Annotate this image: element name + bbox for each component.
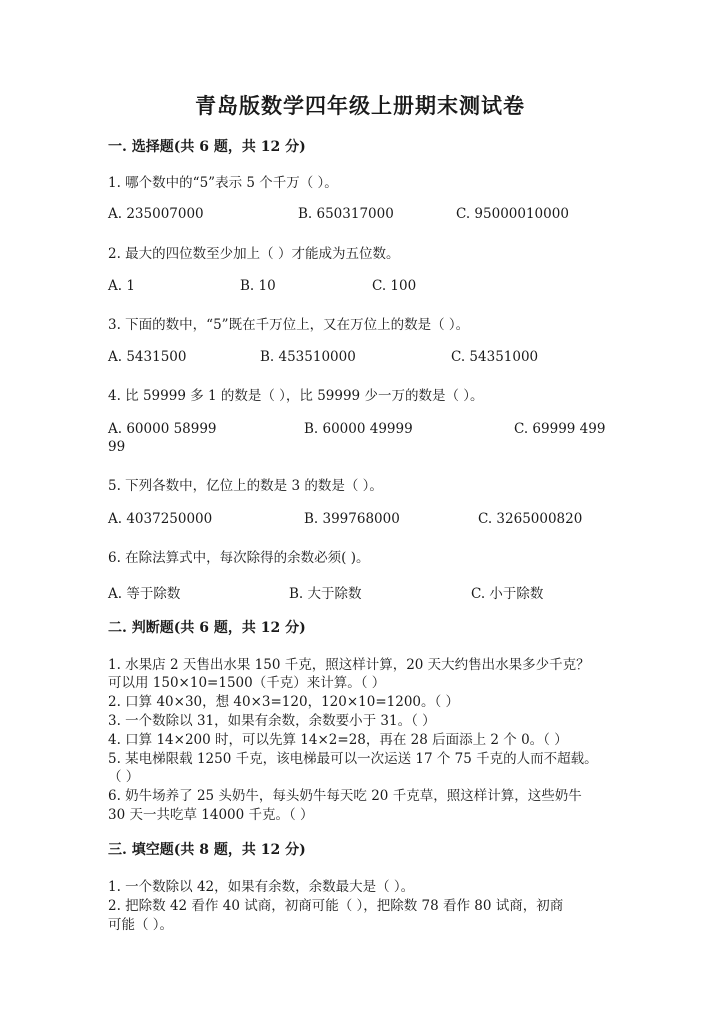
fill-in-line: 2. 把除数 42 看作 40 试商，初商可能（ ），把除数 78 看作 80 试商，初商: [108, 898, 564, 914]
option-b: B. 453510000: [260, 349, 356, 365]
section-heading-choice: 一. 选择题(共 6 题，共 12 分): [108, 139, 306, 155]
question-text: 6. 在除法算式中，每次除得的余数必须( )。: [108, 550, 370, 566]
section-heading-fill-in: 三. 填空题(共 8 题，共 12 分): [108, 842, 306, 858]
statement-line: 可以用 150×10=1500（千克）来计算。（ ）: [108, 675, 386, 691]
fill-in-line: 可能（ ）。: [108, 917, 174, 933]
option-c: C. 100: [372, 278, 417, 294]
question-text: 2. 最大的四位数至少加上（ ）才能成为五位数。: [108, 246, 400, 262]
option-b: B. 大于除数: [289, 586, 362, 602]
option-a: A. 等于除数: [108, 586, 181, 602]
option-a: A. 1: [108, 278, 135, 294]
option-c: C. 小于除数: [471, 586, 544, 602]
statement-line: 6. 奶牛场养了 25 头奶牛，每头奶牛每天吃 20 千克草，照这样计算，这些奶牛: [108, 788, 582, 804]
option-c: C. 95000010000: [456, 206, 569, 222]
option-c: C. 3265000820: [478, 511, 583, 527]
statement-line: 2. 口算 40×30，想 40×3=120，120×10=1200。（ ）: [108, 694, 460, 710]
option-c: C. 69999 499: [514, 421, 606, 437]
option-a: A. 5431500: [108, 349, 187, 365]
statement-line: 1. 水果店 2 天售出水果 150 千克，照这样计算，20 天大约售出水果多少千克？: [108, 657, 590, 673]
question-text: 3. 下面的数中，“5”既在千万位上，又在万位上的数是（ ）。: [108, 317, 470, 333]
option-a: A. 4037250000: [108, 511, 213, 527]
fill-in-line: 1. 一个数除以 42，如果有余数，余数最大是（ ）。: [108, 879, 415, 895]
statement-line: 3. 一个数除以 31，如果有余数，余数要小于 31。（ ）: [108, 713, 436, 729]
option-b: B. 399768000: [304, 511, 400, 527]
question-text: 5. 下列各数中，亿位上的数是 3 的数是（ ）。: [108, 478, 383, 494]
question-text: 1. 哪个数中的“5”表示 5 个千万（ ）。: [108, 175, 338, 191]
page-title: 青岛版数学四年级上册期末测试卷: [195, 93, 525, 118]
statement-line: 5. 某电梯限载 1250 千克，该电梯最可以一次运送 17 个 75 千克的人而不超载。: [108, 751, 598, 767]
statement-line: 30 天一共吃草 14000 千克。（ ）: [108, 807, 314, 823]
statement-line: 4. 口算 14×200 时，可以先算 14×2=28，再在 28 后面添上 2 个 0。（ ）: [108, 732, 568, 748]
option-b: B. 650317000: [298, 206, 394, 222]
section-heading-judgement: 二. 判断题(共 6 题，共 12 分): [108, 620, 306, 636]
question-text: 4. 比 59999 多 1 的数是（ ），比 59999 少一万的数是（ ）。: [108, 388, 484, 404]
option-a: A. 60000 58999: [108, 421, 217, 437]
statement-line: （ ）: [108, 769, 140, 785]
option-continuation: 99: [108, 439, 126, 455]
option-b: B. 10: [240, 278, 276, 294]
option-a: A. 235007000: [108, 206, 204, 222]
option-b: B. 60000 49999: [304, 421, 413, 437]
option-c: C. 54351000: [451, 349, 539, 365]
